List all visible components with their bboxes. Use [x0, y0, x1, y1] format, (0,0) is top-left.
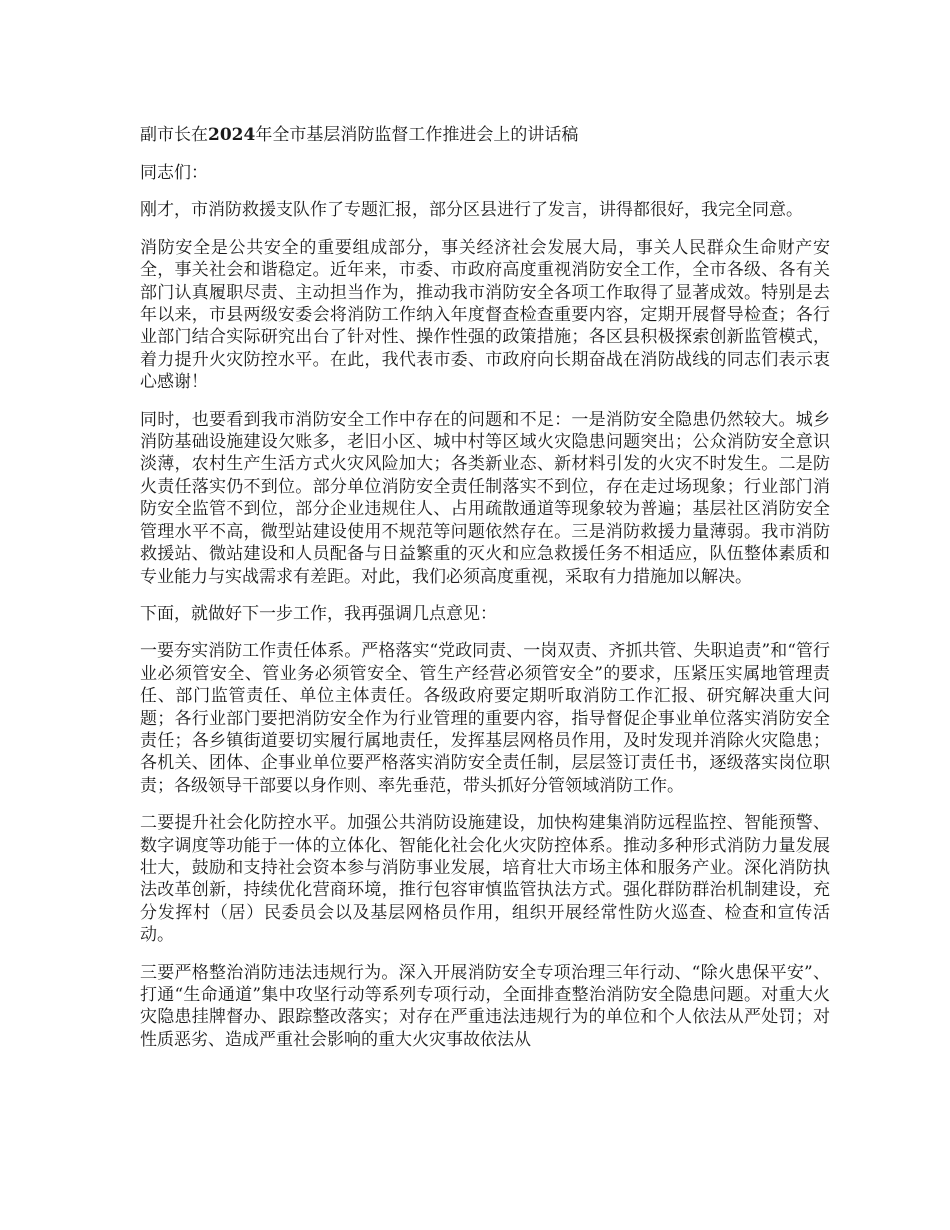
document-title: [140, 124, 830, 147]
paragraph-problems: 同时，也要看到我市消防安全工作中存在的问题和不足：一是消防安全隐患仍然较大。城乡消防基础设施建设欠账多，老旧小区、城中村等区域火灾隐患问题突出；公众消防安全意识淡薄，农村生产生活方式火灾风险加大；各类新业态、新材料引发的火灾不时发生。二是防火责任落实仍不到位。部分单位消防安全责任制落实不到位，存在走过场现象；行业部门消防安全监管不到位，部分企业违规住人、占用疏散通道等现象较为普遍；基层社区消防安全管理水平不高，微型站建设使用不规范等问题依然存在。三是消防救援力量薄弱。我市消防救援站、微站建设和人员配备与日益繁重的灭火和应急救援任务不相适应，队伍整体素质和专业能力与实战需求有差距。对此，我们必须高度重视，采取有力措施加以解决。: [140, 409, 830, 587]
title-suffix: 年全市基层消防监督工作推进会上的讲话稿: [255, 125, 579, 145]
paragraph-point-three: 三要严格整治消防违法违规行为。深入开展消防安全专项治理三年行动、“除火患保平安”、打通“生命通道”集中攻坚行动等系列专项行动，全面排查整治消防安全隐患问题。对重大火灾隐患挂牌督办、跟踪整改落实；对存在严重违法违规行为的单位和个人依法从严处罚；对性质恶劣、造成严重社会影响的重大火灾事故依法从: [140, 962, 830, 1050]
paragraph-point-one: 一要夯实消防工作责任体系。严格落实“党政同责、一岗双责、齐抓共管、失职追责”和“管行业必须管安全、管业务必须管安全、管生产经营必须管安全”的要求，压紧压实属地管理责任、部门监管责任、单位主体责任。各级政府要定期听取消防工作汇报、研究解决重大问题；各行业部门要把消防安全作为行业管理的重要内容，指导督促企事业单位落实消防安全责任；各乡镇街道要切实履行属地责任，发挥基层网格员作用，及时发现并消除火灾隐患；各机关、团体、企事业单位要严格落实消防安全责任制，层层签订责任书，逐级落实岗位职责；各级领导干部要以身作则、率先垂范，带头抓好分管领域消防工作。: [140, 641, 830, 796]
paragraph-point-two: 二要提升社会化防控水平。加强公共消防设施建设，加快构建集消防远程监控、智能预警、数字调度等功能于一体的立体化、智能化社会化火灾防控体系。推动多种形式消防力量发展壮大，鼓励和支持社会资本参与消防事业发展，培育壮大市场主体和服务产业。深化消防执法改革创新，持续优化营商环境，推行包容审慎监管执法方式。强化群防群治机制建设，充分发挥村（居）民委员会以及基层网格员作用，组织开展经常性防火巡查、检查和宣传活动。: [140, 813, 830, 946]
document-page: [140, 124, 830, 1066]
paragraph-achievements: 消防安全是公共安全的重要组成部分，事关经济社会发展大局，事关人民群众生命财产安全，事关社会和谐稳定。近年来，市委、市政府高度重视消防安全工作，全市各级、各有关部门认真履职尽责、主动担当作为，推动我市消防安全各项工作取得了显著成效。特别是去年以来，市县两级安委会将消防工作纳入年度督查检查重要内容，定期开展督导检查；各行业部门结合实际研究出台了针对性、操作性强的政策措施；各区县积极探索创新监管模式，着力提升火灾防控水平。在此，我代表市委、市政府向长期奋战在消防战线的同志们表示衷心感谢！: [140, 237, 830, 393]
title-year: 2024: [208, 125, 256, 145]
greeting: 同志们：: [140, 163, 208, 183]
paragraph-transition: 下面，就做好下一步工作，我再强调几点意见：: [140, 603, 497, 624]
title-prefix: 副市长在: [140, 125, 208, 145]
paragraph-opening: 刚才，市消防救援支队作了专题汇报，部分区县进行了发言，讲得都很好，我完全同意。: [140, 200, 803, 221]
